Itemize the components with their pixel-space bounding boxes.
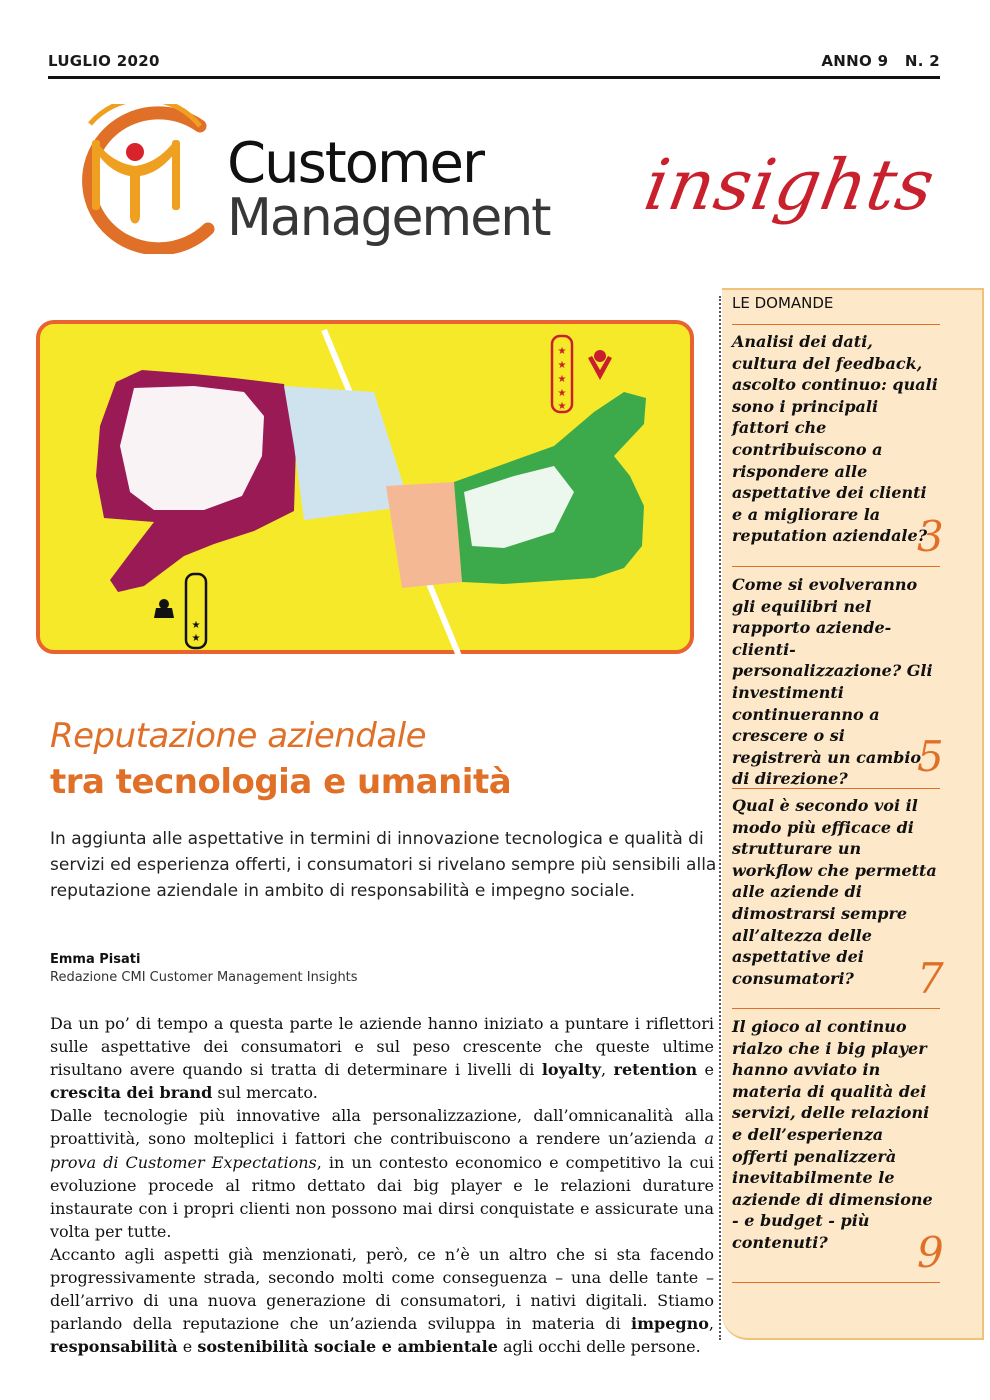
svg-text:★: ★ bbox=[557, 401, 567, 412]
body-paragraph: Accanto agli aspetti già menzionati, però, ce n’è un altro che si sta facendo progressivamente strada, secondo molti come conseguenza – una delle tante – dell’arrivo di una nuova generazione di consumatori, i nativi digitali. Stiamo parlando della reputazione che un’azienda sviluppa in materia di impegno, responsabilità e sostenibilità sociale e ambientale agli occhi delle persone. bbox=[50, 1244, 714, 1357]
svg-text:★: ★ bbox=[557, 388, 567, 399]
body-paragraph: Dalle tecnologie più innovative alla personalizzazione, dall’omnicanalità alla proattività, sono molteplici i fattori che contribuiscono a rendere un’azienda a prova di Customer Expectations, in un contesto economico e competitivo la cui evoluzione procede al ritmo dettato dai big player e le relazioni durature instaurate con i propri clienti non possono mai dirsi conquistate e assicurate una volta per tutte. bbox=[50, 1106, 714, 1241]
question-4-page[interactable]: 9 bbox=[917, 1228, 944, 1277]
sidebar-divider bbox=[732, 324, 940, 325]
sidebar-divider bbox=[732, 1282, 940, 1283]
sidebar-title: LE DOMANDE bbox=[732, 294, 834, 312]
article-body bbox=[50, 1012, 714, 1358]
question-1-page[interactable]: 3 bbox=[917, 512, 944, 561]
article-title-line1: Reputazione aziendale bbox=[50, 716, 427, 756]
brand-name-customer: Customer bbox=[227, 131, 484, 196]
article-lead: In aggiunta alle aspettative in termini di innovazione tecnologica e qualità di servizi ed esperienza offerti, i consumatori si rivelano sempre più sensibili alla reputazione aziendale in ambito di responsabilità e impegno sociale. bbox=[50, 829, 717, 901]
brand-name-management: Management bbox=[227, 188, 550, 248]
svg-text:★: ★ bbox=[191, 633, 201, 644]
cover-illustration bbox=[34, 296, 696, 680]
brand-name-insights: insights bbox=[638, 144, 941, 226]
svg-text:★: ★ bbox=[191, 620, 201, 631]
question-3: Qual è secondo voi il modo più efficace di strutturare un workflow che permetta alle aziende di dimostrarsi sempre all’altezza delle aspettative dei consumatori? bbox=[732, 796, 937, 988]
svg-text:★: ★ bbox=[557, 360, 567, 371]
question-1: Analisi dei dati, cultura del feedback, ascolto continuo: quali sono i principali fattori che contribuiscono a rispondere alle aspettative dei clienti e a migliorare la reputation aziendale? bbox=[732, 332, 938, 546]
question-2-page[interactable]: 5 bbox=[917, 732, 944, 781]
body-paragraph: Da un po’ di tempo a questa parte le aziende hanno iniziato a puntare i riflettori sulle aspettative dei consumatori e sul peso crescente che queste ultime risultano avere quando si tratta di determinare i livelli di loyalty, retention e crescita dei brand sul mercato. bbox=[50, 1014, 715, 1103]
header-rule bbox=[48, 76, 940, 79]
sidebar-divider bbox=[732, 788, 940, 789]
sidebar-divider bbox=[732, 1008, 940, 1009]
question-3-page[interactable]: 7 bbox=[917, 954, 944, 1003]
sidebar-divider bbox=[732, 566, 940, 567]
svg-text:★: ★ bbox=[557, 346, 567, 357]
article-title-line2: tra tecnologia e umanità bbox=[50, 762, 512, 802]
author-name: Emma Pisati bbox=[50, 952, 141, 967]
brand-logo-icon bbox=[50, 104, 220, 254]
issue-date: LUGLIO 2020 bbox=[48, 52, 160, 70]
author-role: Redazione CMI Customer Management Insights bbox=[50, 970, 358, 985]
issue-number: ANNO 9 N. 2 bbox=[821, 52, 940, 70]
question-2: Come si evolveranno gli equilibri nel rapporto aziende-clienti-personalizzazione? Gli investimenti continueranno a crescere o si registrerà un cambio di direzione? bbox=[732, 575, 933, 789]
column-divider bbox=[719, 296, 721, 1340]
svg-text:★: ★ bbox=[557, 374, 567, 385]
question-4: Il gioco al continuo rialzo che i big player hanno avviato in materia di qualità dei servizi, delle relazioni e dell’esperienza offerti penalizzerà inevitabilmente le aziende di dimensione - e budget - più contenuti? bbox=[732, 1017, 933, 1252]
